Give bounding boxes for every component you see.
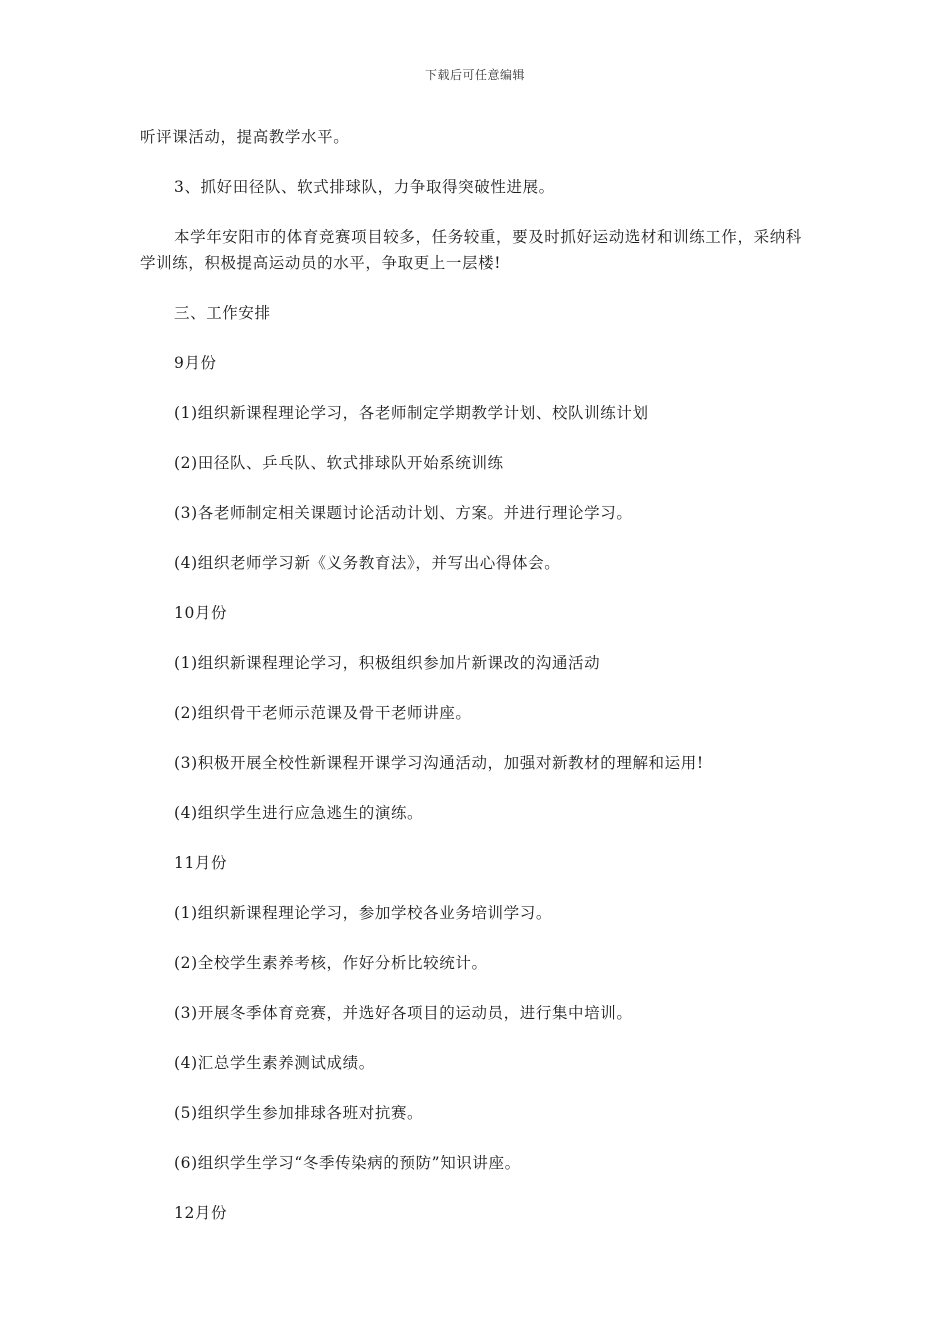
month-heading: 11月份 xyxy=(174,854,228,872)
list-item: (2)组织骨干老师示范课及骨干老师讲座。 xyxy=(174,704,472,722)
page-header: 下载后可任意编辑 xyxy=(424,68,525,82)
paragraph: 3、抓好田径队、软式排球队，力争取得突破性进展。 xyxy=(174,178,555,196)
list-item: (2)田径队、乒乓队、软式排球队开始系统训练 xyxy=(174,454,504,472)
list-item: (6)组织学生学习“冬季传染病的预防”知识讲座。 xyxy=(174,1154,521,1172)
list-item: (1)组织新课程理论学习，参加学校各业务培训学习。 xyxy=(174,904,552,922)
list-item: (5)组织学生参加排球各班对抗赛。 xyxy=(174,1104,424,1122)
list-item: (4)汇总学生素养测试成绩。 xyxy=(174,1054,375,1072)
list-item: (1)组织新课程理论学习，各老师制定学期教学计划、校队训练计划 xyxy=(174,404,649,422)
month-heading: 12月份 xyxy=(174,1204,228,1222)
list-item: (3)各老师制定相关课题讨论活动计划、方案。并进行理论学习。 xyxy=(174,504,633,522)
list-item: (1)组织新课程理论学习，积极组织参加片新课改的沟通活动 xyxy=(174,654,601,672)
month-heading: 9月份 xyxy=(174,354,217,372)
section-heading: 三、工作安排 xyxy=(174,304,271,322)
paragraph: 听评课活动，提高教学水平。 xyxy=(140,128,350,146)
list-item: (2)全校学生素养考核，作好分析比较统计。 xyxy=(174,954,488,972)
list-item: (4)组织学生进行应急逃生的演练。 xyxy=(174,804,424,822)
list-item: (3)积极开展全校性新课程开课学习沟通活动，加强对新教材的理解和运用! xyxy=(174,754,704,772)
paragraph: 本学年安阳市的体育竞赛项目较多，任务较重，要及时抓好运动选材和训练工作，采纳科学训练，积极提高运动员的水平，争取更上一层楼! xyxy=(140,228,802,272)
month-heading: 10月份 xyxy=(174,604,228,622)
document-body xyxy=(140,124,812,1250)
list-item: (3)开展冬季体育竞赛，并选好各项目的运动员，进行集中培训。 xyxy=(174,1004,633,1022)
list-item: (4)组织老师学习新《义务教育法》，并写出心得体会。 xyxy=(174,554,561,572)
